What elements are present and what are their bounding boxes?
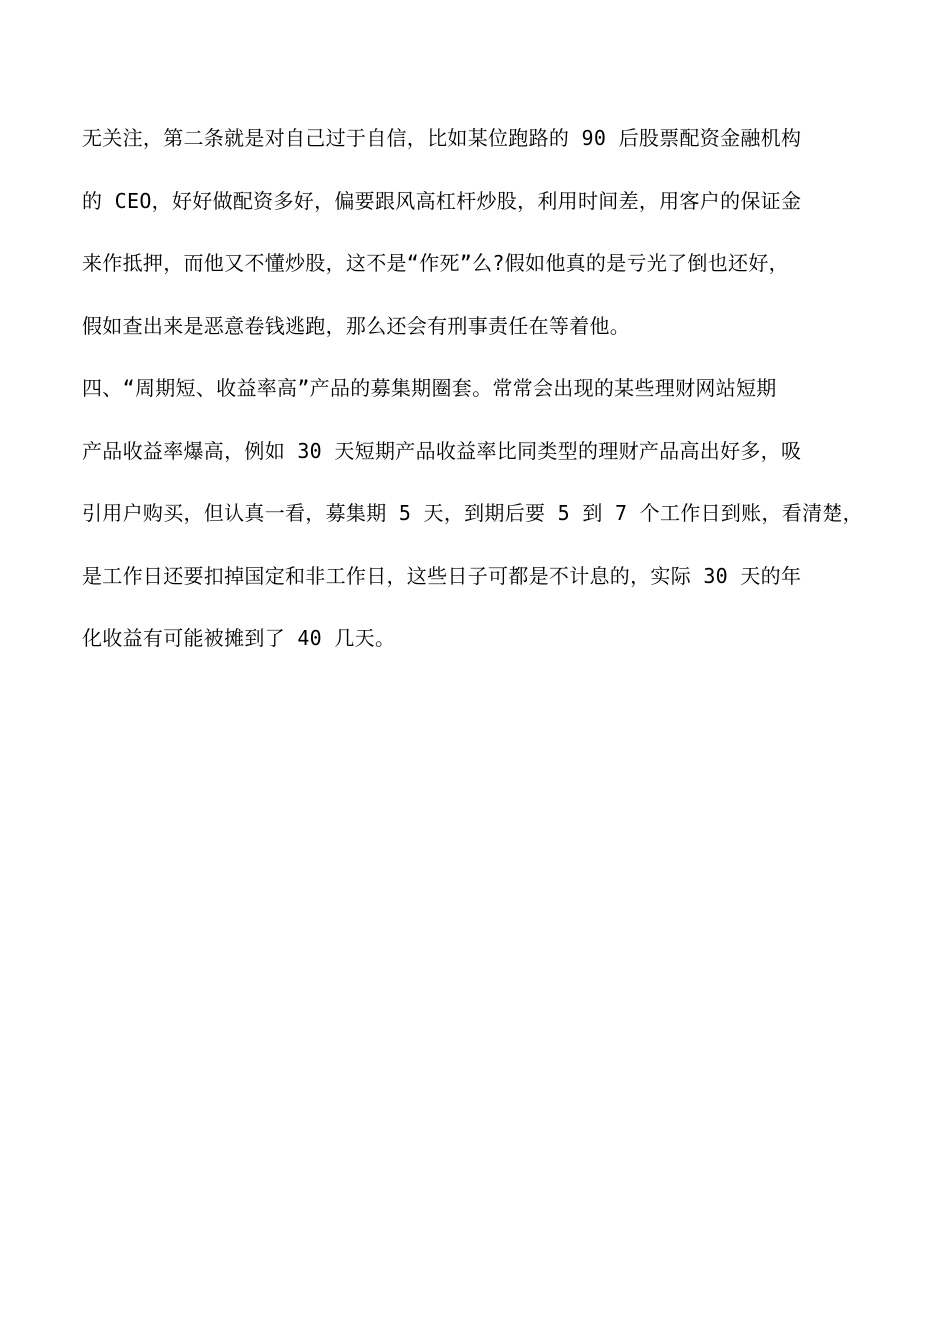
- text-line: 的 CEO，好好做配资多好，偏要跟风高杠杆炒股，利用时间差，用客户的保证金: [82, 188, 802, 213]
- text-line: 引用户购买，但认真一看，募集期 5 天，到期后要 5 到 7 个工作日到账，看清楚，: [82, 501, 863, 525]
- text-line: 化收益有可能被摊到了 40 几天。: [82, 626, 396, 650]
- text-line: 是工作日还要扣掉国定和非工作日，这些日子可都是不计息的，实际 30 天的年: [82, 563, 802, 588]
- text-line: 产品收益率爆高，例如 30 天短期产品收益率比同类型的理财产品高出好多，吸: [82, 438, 802, 463]
- text-line: 无关注，第二条就是对自己过于自信，比如某位跑路的 90 后股票配资金融机构: [82, 126, 802, 150]
- text-line: 来作抵押，而他又不懂炒股，这不是“作死”么?假如他真的是亏光了倒也还好，: [82, 251, 789, 275]
- section-four-line: 四、“周期短、收益率高”产品的募集期圈套。常常会出现的某些理财网站短期: [82, 376, 777, 400]
- text-line: 假如查出来是恶意卷钱逃跑，那么还会有刑事责任在等着他。: [82, 313, 631, 338]
- article-text: [82, 116, 882, 679]
